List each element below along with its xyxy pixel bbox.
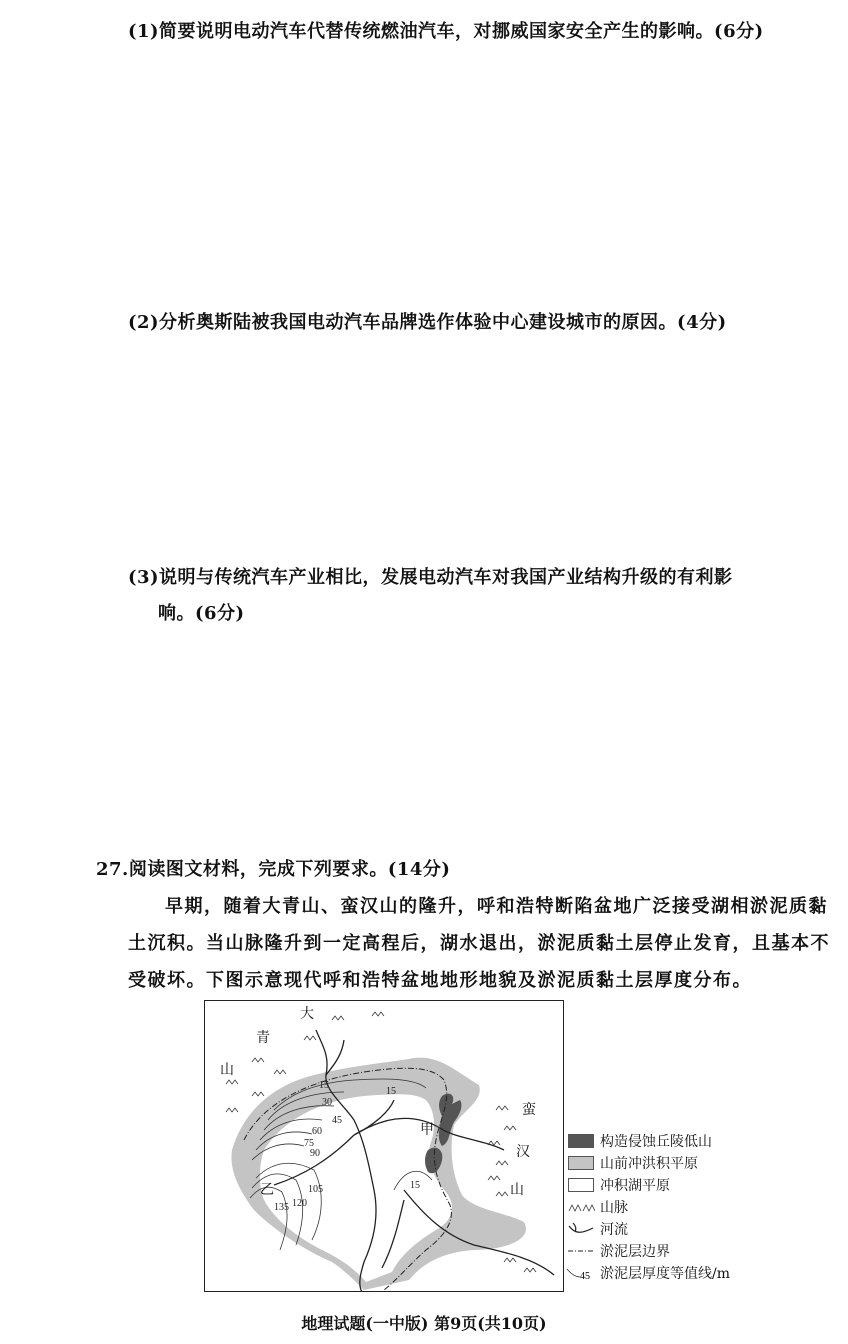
legend-item: 河流	[566, 1218, 796, 1240]
question-1: (1)简要说明电动汽车代替传统燃油汽车，对挪威国家安全产生的影响。(6分)	[128, 21, 764, 42]
contour-label: 90	[310, 1148, 320, 1159]
q27-paragraph-line1: 早期，随着大青山、蛮汉山的隆升，呼和浩特断陷盆地广泛接受湖相淤泥质黏	[165, 896, 828, 917]
label-jia: 甲	[420, 1122, 434, 1138]
boundary-symbol-icon	[566, 1243, 596, 1259]
hill-swatch-icon	[568, 1134, 594, 1148]
legend-item: 构造侵蚀丘陵低山	[566, 1130, 796, 1152]
contour-label: 105	[308, 1184, 323, 1195]
contour-label: 60	[312, 1126, 322, 1137]
contour-label: 15	[319, 1080, 329, 1091]
label-yi: 乙	[260, 1182, 274, 1198]
alluvial-swatch-icon	[568, 1156, 594, 1170]
basin-map	[204, 1000, 564, 1292]
question-3-line2: 响。(6分)	[158, 603, 245, 624]
question-2: (2)分析奥斯陆被我国电动汽车品牌选作体验中心建设城市的原因。(4分)	[128, 312, 727, 333]
contour-label: 75	[304, 1138, 314, 1149]
mountain-symbol-icon	[566, 1199, 596, 1215]
contour-label: 15	[410, 1180, 420, 1191]
q27-paragraph-line2: 土沉积。当山脉隆升到一定高程后，湖水退出，淤泥质黏土层停止发育，且基本不	[128, 933, 830, 954]
svg-text:45: 45	[580, 1271, 590, 1281]
legend-item: 山脉	[566, 1196, 796, 1218]
legend-item: 山前冲洪积平原	[566, 1152, 796, 1174]
river-symbol-icon	[566, 1221, 596, 1237]
page-footer: 地理试题(一中版) 第9页(共10页)	[301, 1314, 547, 1333]
contour-label: 120	[292, 1198, 307, 1209]
label-shan-west: 山	[220, 1062, 234, 1078]
contour-label: 15	[386, 1086, 396, 1097]
lake-plain-swatch-icon	[568, 1178, 594, 1192]
contour-label: 30	[322, 1097, 332, 1108]
contour-label: 135	[274, 1202, 289, 1213]
label-qing: 青	[256, 1030, 270, 1046]
isoline-symbol-icon	[566, 1265, 596, 1281]
contour-label: 45	[332, 1115, 342, 1126]
map-legend	[566, 1130, 796, 1284]
legend-item: 冲积湖平原	[566, 1174, 796, 1196]
label-da: 大	[300, 1006, 314, 1022]
question-27-heading: 27.阅读图文材料，完成下列要求。(14分)	[96, 859, 451, 880]
label-shan-east: 山	[510, 1182, 524, 1198]
question-3-line1: (3)说明与传统汽车产业相比，发展电动汽车对我国产业结构升级的有利影	[128, 567, 733, 588]
legend-item: 45 淤泥层厚度等值线/m	[566, 1262, 796, 1284]
q27-paragraph-line3: 受破坏。下图示意现代呼和浩特盆地地形地貌及淤泥质黏土层厚度分布。	[128, 970, 752, 991]
legend-item: 淤泥层边界	[566, 1240, 796, 1262]
label-han: 汉	[516, 1144, 530, 1160]
label-man: 蛮	[522, 1102, 536, 1118]
